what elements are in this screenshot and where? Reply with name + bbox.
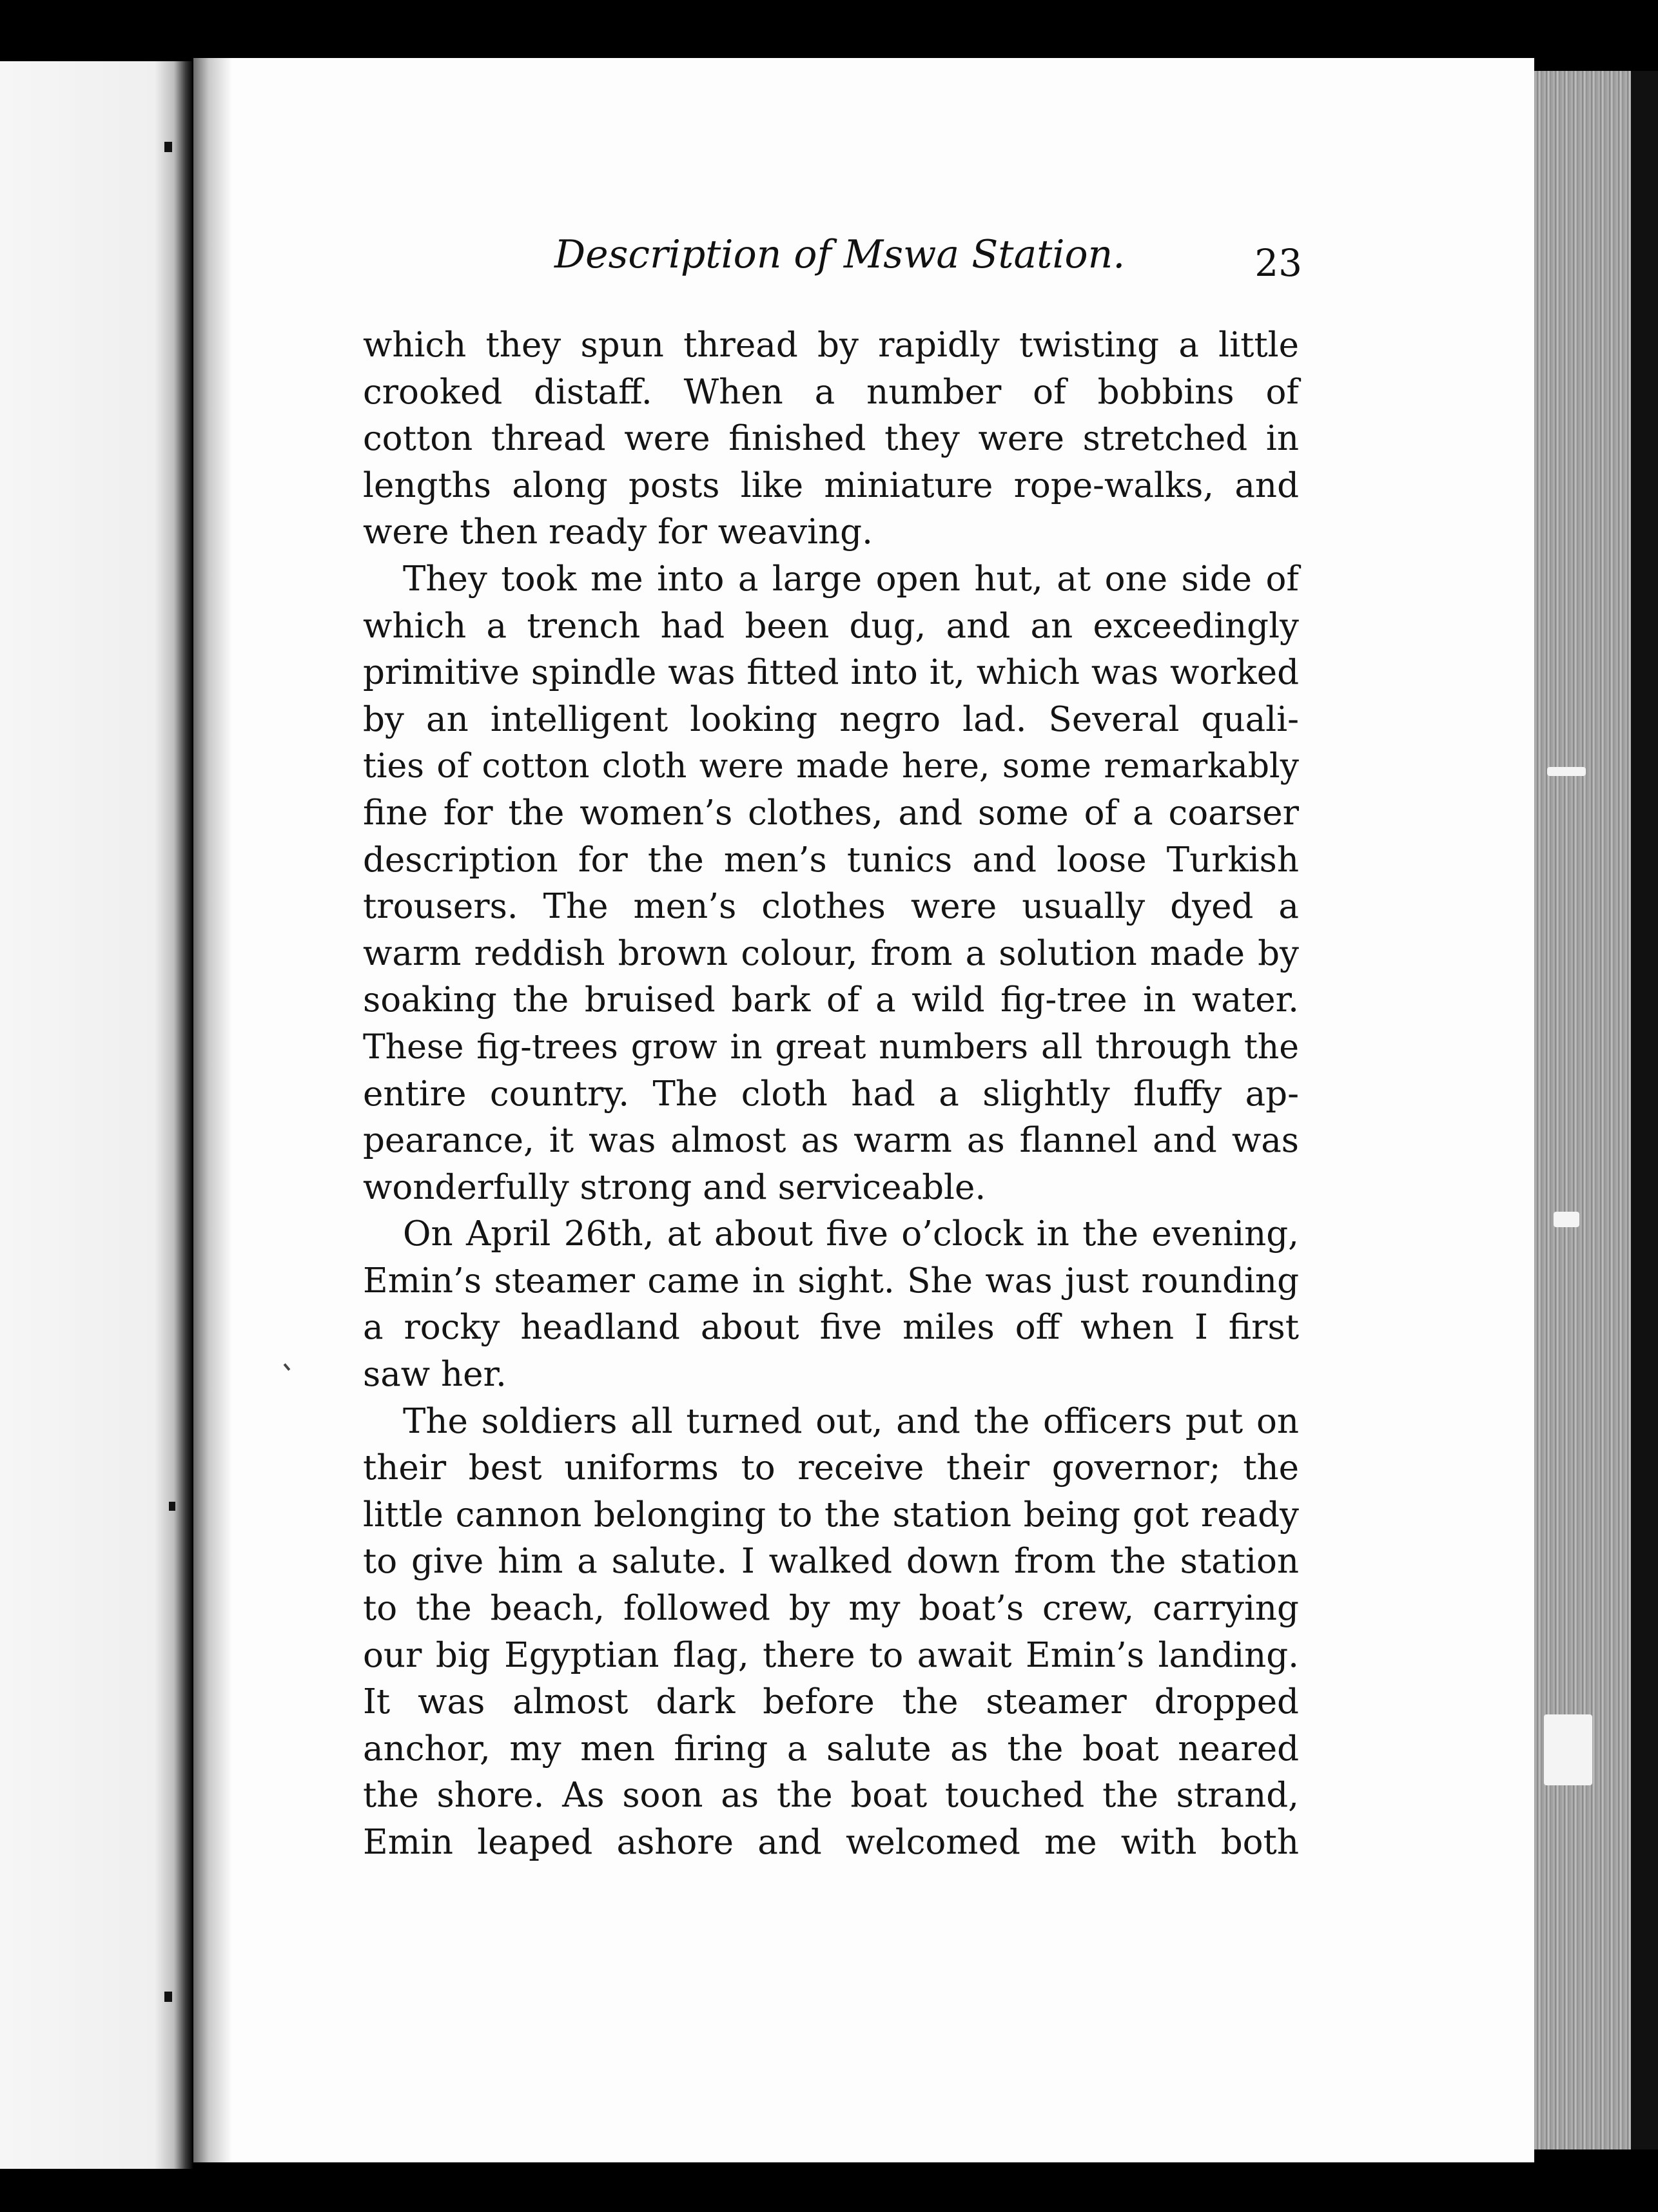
text-line <box>363 1352 1299 1399</box>
text-line <box>363 1586 1299 1633</box>
text-line <box>363 1819 1299 1867</box>
text-line <box>363 509 1299 556</box>
text-line <box>363 1071 1299 1118</box>
text-line <box>363 1772 1299 1819</box>
body-text <box>363 322 1299 1867</box>
text-line-content: to the beach, followed by my boat’s crew, carrying <box>363 1589 1299 1629</box>
text-line-content: The soldiers all turned out, and the officers put on <box>403 1401 1299 1441</box>
text-line-content: These fig-trees grow in great numbers all through the <box>363 1027 1299 1067</box>
text-line-content: little cannon belonging to the station being got ready <box>363 1495 1299 1535</box>
text-line <box>363 1305 1299 1352</box>
text-line <box>363 1118 1299 1165</box>
text-line-content: lengths along posts like miniature rope-walks, and <box>363 465 1299 505</box>
text-line <box>363 650 1299 697</box>
text-line-content: cotton thread were finished they were stretched in <box>363 419 1299 459</box>
text-line <box>363 1399 1299 1446</box>
text-line-content: our big Egyptian flag, there to await Emin’s landing. <box>363 1635 1299 1675</box>
text-line-content: pearance, it was almost as warm as flannel and was <box>363 1121 1299 1161</box>
text-line-content: They took me into a large open hut, at one side of <box>403 559 1299 599</box>
text-line <box>363 790 1299 837</box>
text-line-content: trousers. The men’s clothes were usually dyed a <box>363 887 1299 927</box>
edge-speck <box>1554 1212 1579 1227</box>
text-line <box>363 322 1299 369</box>
running-title: Description of Mswa Station. <box>554 232 1126 277</box>
text-line <box>363 884 1299 931</box>
text-line-content: ties of cotton cloth were made here, some remarkably <box>363 747 1299 786</box>
text-line <box>363 1492 1299 1539</box>
page-number: 23 <box>1254 241 1302 285</box>
text-line <box>363 931 1299 978</box>
text-line <box>363 697 1299 744</box>
text-line-content: Emin leaped ashore and welcomed me with both <box>363 1823 1299 1862</box>
page-stack-edges <box>1534 71 1637 2149</box>
page-gutter-shadow <box>193 58 232 2162</box>
text-line <box>363 1633 1299 1680</box>
edge-speck <box>1547 767 1586 776</box>
text-line-content: It was almost dark before the steamer dropped <box>363 1682 1299 1722</box>
text-line-content: saw her. <box>363 1355 507 1395</box>
text-line <box>363 1679 1299 1726</box>
text-line-content: the shore. As soon as the boat touched the strand, <box>363 1776 1299 1816</box>
text-line-content: entire country. The cloth had a slightly fluffy ap- <box>363 1074 1299 1114</box>
previous-page-edge <box>0 61 193 2169</box>
book-cover-edge <box>1631 71 1658 2149</box>
gutter-mark <box>164 1992 172 2002</box>
text-line-content: anchor, my men firing a salute as the boat neared <box>363 1729 1299 1769</box>
text-line-content: were then ready for weaving. <box>363 512 873 552</box>
text-line <box>363 1211 1299 1258</box>
text-line-content: warm reddish brown colour, from a solution made by <box>363 933 1299 973</box>
text-line-content: their best uniforms to receive their governor; the <box>363 1448 1299 1488</box>
gutter-mark <box>169 1502 175 1511</box>
text-line <box>363 837 1299 884</box>
text-line-content: primitive spindle was fitted into it, which was worked <box>363 653 1299 693</box>
text-line <box>363 369 1299 416</box>
text-line-content: a rocky headland about five miles off when I first <box>363 1308 1299 1348</box>
text-line-content: On April 26th, at about five o’clock in the evening, <box>403 1214 1299 1254</box>
text-line-content: crooked distaff. When a number of bobbins of <box>363 372 1299 412</box>
text-line-content: soaking the bruised bark of a wild fig-tree in water. <box>363 980 1299 1020</box>
text-line <box>363 1726 1299 1773</box>
text-line-content: which a trench had been dug, and an exceedingly <box>363 606 1299 646</box>
edge-speck <box>1544 1714 1592 1785</box>
text-line-content: which they spun thread by rapidly twisting a little <box>363 325 1299 365</box>
text-line-content: to give him a salute. I walked down from the station <box>363 1542 1299 1582</box>
text-line <box>363 1258 1299 1305</box>
text-line <box>363 1538 1299 1586</box>
text-line <box>363 977 1299 1024</box>
running-head <box>361 232 1302 303</box>
text-line-content: Emin’s steamer came in sight. She was just rounding <box>363 1261 1299 1301</box>
text-line <box>363 416 1299 463</box>
text-line-content: by an intelligent looking negro lad. Several quali- <box>363 699 1299 739</box>
text-line-content: wonderfully strong and serviceable. <box>363 1167 986 1207</box>
text-line <box>363 1165 1299 1212</box>
text-line <box>363 556 1299 603</box>
text-line <box>363 1024 1299 1071</box>
text-line <box>363 603 1299 650</box>
text-line <box>363 463 1299 510</box>
text-line-content: fine for the women’s clothes, and some of a coarser <box>363 793 1299 833</box>
text-line-content: description for the men’s tunics and loose Turkish <box>363 840 1299 880</box>
text-line <box>363 1445 1299 1492</box>
gutter-mark <box>164 142 172 152</box>
text-line <box>363 743 1299 790</box>
